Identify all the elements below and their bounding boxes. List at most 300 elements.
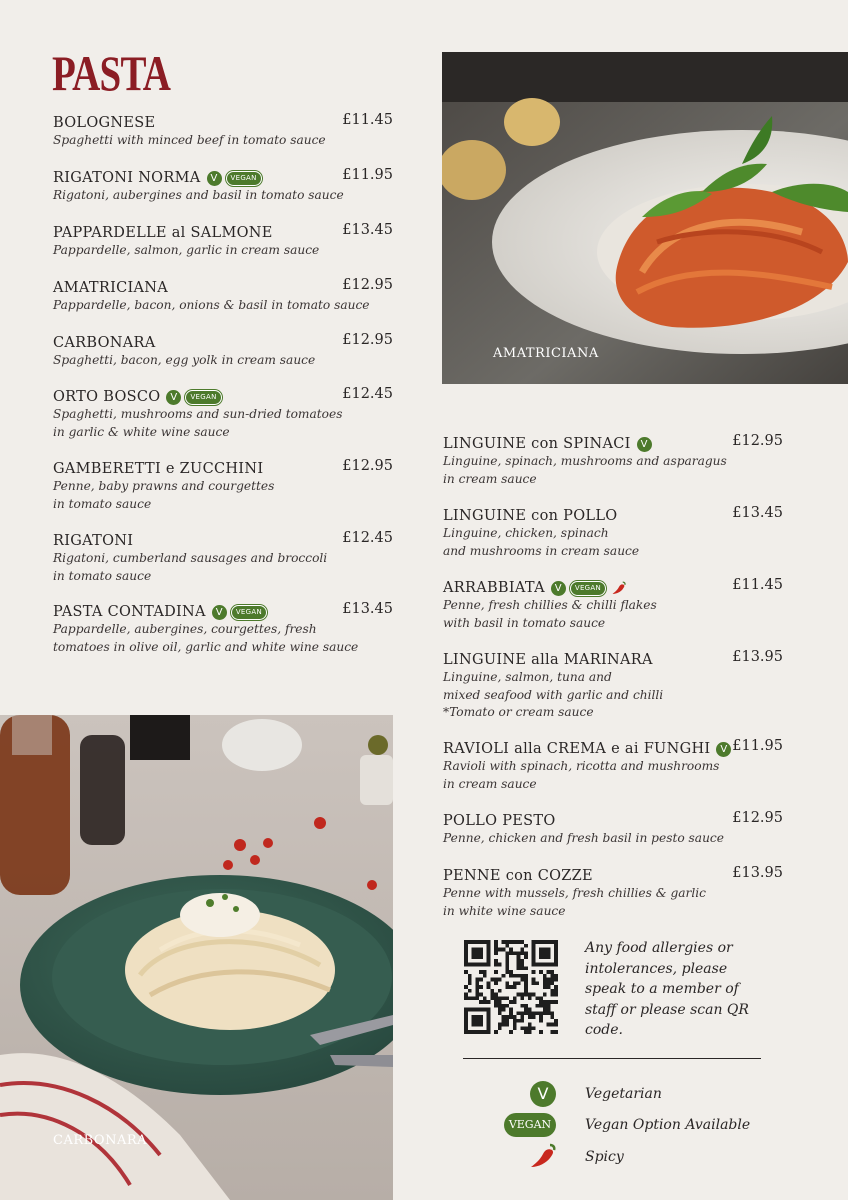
qr-module <box>468 974 472 978</box>
qr-module <box>528 1026 532 1030</box>
qr-module <box>520 1004 524 1008</box>
qr-module <box>550 1015 554 1019</box>
qr-module <box>520 978 524 982</box>
qr-module <box>483 1000 487 1004</box>
qr-module <box>543 985 547 989</box>
qr-module <box>509 1030 513 1034</box>
qr-module <box>543 993 547 997</box>
qr-module <box>472 996 476 1000</box>
qr-module <box>520 996 524 1000</box>
qr-module <box>468 989 472 993</box>
menu-item-description: Linguine, salmon, tuna and <box>443 670 612 684</box>
menu-item-description: Spaghetti, mushrooms and sun-dried tomatoes <box>53 407 343 421</box>
qr-module <box>524 951 528 955</box>
qr-module <box>517 940 521 944</box>
qr-module <box>547 1004 551 1008</box>
menu-item-description: in cream sauce <box>443 471 537 486</box>
qr-module <box>513 1015 517 1019</box>
vegetarian-icon: V <box>551 581 566 596</box>
legend-spicy-label: Spicy <box>585 1149 624 1165</box>
qr-module <box>498 948 502 952</box>
qr-module <box>509 974 513 978</box>
menu-item-name-text: LINGUINE con POLLO <box>443 508 618 524</box>
menu-item-price: £11.45 <box>732 577 783 593</box>
menu-item-price: £11.45 <box>342 112 393 128</box>
qr-module <box>554 1023 558 1027</box>
qr-module <box>524 978 528 982</box>
menu-item-description: Penne, fresh chillies & chilli flakes <box>443 598 657 612</box>
menu-item-name <box>443 508 617 524</box>
menu-item-description: tomatoes in olive oil, garlic and white wine sauce <box>53 639 359 654</box>
qr-module <box>464 985 468 989</box>
menu-item-header <box>53 386 393 406</box>
qr-module <box>513 1000 517 1004</box>
menu-item <box>443 433 783 488</box>
qr-module <box>509 985 513 989</box>
menu-item-price: £12.95 <box>342 458 393 474</box>
qr-module <box>505 1004 509 1008</box>
qr-module <box>524 985 528 989</box>
qr-module <box>550 993 554 997</box>
menu-item-name <box>53 533 133 549</box>
menu-item-name-text: PASTA CONTADINA <box>53 604 206 620</box>
qr-module <box>513 985 517 989</box>
qr-module <box>543 981 547 985</box>
menu-item-name-text: BOLOGNESE <box>53 115 156 131</box>
menu-item-name-text: PENNE con COZZE <box>443 868 593 884</box>
menu-item-price: £12.95 <box>732 810 783 826</box>
menu-item-header <box>53 458 393 478</box>
qr-module <box>502 940 506 944</box>
menu-item-description: mixed seafood with garlic and chilli <box>443 687 664 702</box>
qr-module <box>464 970 468 974</box>
qr-module <box>535 1011 539 1015</box>
menu-item-name-text: ORTO BOSCO <box>53 389 161 405</box>
qr-module <box>554 1030 558 1034</box>
qr-module <box>505 966 509 970</box>
qr-module <box>509 948 513 952</box>
allergy-notice: Any food allergies or intolerances, please speak to a member of staff or please scan QR code. <box>585 940 749 1038</box>
qr-module <box>524 1008 528 1012</box>
qr-module <box>505 940 509 944</box>
menu-item-header <box>53 277 393 297</box>
vegan-badge: VEGAN <box>226 171 262 186</box>
qr-module <box>535 981 539 985</box>
qr-module <box>513 1026 517 1030</box>
qr-module <box>539 1019 543 1023</box>
menu-item-header <box>443 865 783 885</box>
qr-module <box>498 1008 502 1012</box>
qr-module <box>494 948 498 952</box>
qr-module <box>498 996 502 1000</box>
qr-module <box>509 1000 513 1004</box>
qr-module <box>543 1008 547 1012</box>
qr-module <box>532 978 536 982</box>
menu-item-name <box>443 436 652 452</box>
menu-item-name <box>53 389 222 405</box>
qr-module <box>554 989 558 993</box>
qr-module <box>547 985 551 989</box>
menu-item-description: in tomato sauce <box>53 568 152 583</box>
menu-item-name <box>53 115 155 131</box>
qr-module <box>517 966 521 970</box>
qr-module <box>479 970 483 974</box>
qr-module <box>502 948 506 952</box>
qr-module <box>543 974 547 978</box>
carbonara-illustration <box>0 715 393 1200</box>
qr-module <box>475 996 479 1000</box>
qr-module <box>494 940 498 944</box>
qr-module <box>468 996 472 1000</box>
menu-item-description: Rigatoni, cumberland sausages and broccoli <box>53 551 328 565</box>
menu-item-name-text: RAVIOLI alla CREMA e ai FUNGHI <box>443 741 711 757</box>
qr-module <box>524 974 528 978</box>
qr-module <box>498 1026 502 1030</box>
qr-module <box>509 1008 513 1012</box>
menu-item-name-text: CARBONARA <box>53 335 156 351</box>
qr-module <box>505 951 509 955</box>
qr-module <box>513 974 517 978</box>
qr-module <box>517 955 521 959</box>
menu-item-header <box>443 433 783 453</box>
qr-module <box>517 959 521 963</box>
qr-module <box>543 978 547 982</box>
qr-module <box>550 974 554 978</box>
qr-module <box>550 989 554 993</box>
vegetarian-icon: V <box>716 742 731 757</box>
qr-module <box>490 993 494 997</box>
qr-module <box>524 1011 528 1015</box>
qr-module <box>498 1023 502 1027</box>
menu-item-description: Pappardelle, salmon, garlic in cream sauce <box>53 243 320 257</box>
menu-item-price: £12.95 <box>342 332 393 348</box>
menu-item-name <box>443 741 731 757</box>
qr-module <box>509 940 513 944</box>
qr-module <box>505 955 509 959</box>
qr-module <box>550 978 554 982</box>
menu-item-name-text: LINGUINE alla MARINARA <box>443 652 653 668</box>
qr-module <box>543 1011 547 1015</box>
menu-item-name <box>443 652 653 668</box>
qr-module <box>479 985 483 989</box>
menu-item-name <box>443 580 628 596</box>
qr-module <box>532 1015 536 1019</box>
qr-module <box>550 1030 554 1034</box>
qr-module <box>475 978 479 982</box>
menu-item-name <box>53 170 262 186</box>
qr-module <box>502 1008 506 1012</box>
menu-item-description: Penne with mussels, fresh chillies & garlic <box>443 886 707 900</box>
qr-module <box>528 996 532 1000</box>
qr-module <box>464 996 468 1000</box>
qr-module <box>539 1004 543 1008</box>
menu-item-description: in tomato sauce <box>53 496 152 511</box>
menu-item <box>53 601 393 656</box>
menu-item-header <box>53 332 393 352</box>
qr-module <box>475 989 479 993</box>
menu-item-header <box>443 649 783 669</box>
qr-module <box>509 951 513 955</box>
qr-module <box>524 1030 528 1034</box>
qr-module <box>520 940 524 944</box>
vegan-badge: VEGAN <box>570 581 606 596</box>
qr-module <box>509 970 513 974</box>
qr-module <box>494 1004 498 1008</box>
qr-module <box>479 1000 483 1004</box>
qr-module <box>505 1023 509 1027</box>
qr-module <box>547 1008 551 1012</box>
menu-item-header <box>53 222 393 242</box>
menu-item-price: £12.95 <box>342 277 393 293</box>
qr-module <box>547 1000 551 1004</box>
qr-module <box>517 1019 521 1023</box>
qr-module <box>535 996 539 1000</box>
qr-module <box>550 1023 554 1027</box>
qr-module <box>494 993 498 997</box>
qr-module <box>498 989 502 993</box>
qr-module <box>502 1004 506 1008</box>
vegetarian-icon: V <box>166 390 181 405</box>
menu-item-header <box>443 810 783 830</box>
legend-vegetarian-label: Vegetarian <box>585 1086 662 1102</box>
menu-item-price: £12.95 <box>732 433 783 449</box>
amatriciana-illustration <box>442 52 848 384</box>
legend-vegetarian-icon: V <box>530 1081 556 1107</box>
vegan-badge: VEGAN <box>185 390 221 405</box>
qr-module <box>513 996 517 1000</box>
amatriciana-photo <box>442 52 848 384</box>
qr-module <box>524 944 528 948</box>
qr-module <box>528 1008 532 1012</box>
qr-module <box>539 970 543 974</box>
menu-item <box>443 865 783 920</box>
qr-module <box>528 1030 532 1034</box>
qr-module <box>547 981 551 985</box>
qr-module <box>513 940 517 944</box>
menu-item-name <box>53 225 273 241</box>
qr-module <box>505 944 509 948</box>
qr-module <box>468 981 472 985</box>
menu-item <box>53 222 393 260</box>
menu-item-name-text: GAMBERETTI e ZUCCHINI <box>53 461 264 477</box>
menu-item-description: Linguine, spinach, mushrooms and asparagus <box>443 454 727 468</box>
menu-item-price: £13.95 <box>732 865 783 881</box>
menu-item <box>443 810 783 848</box>
qr-module <box>554 974 558 978</box>
menu-item-price: £13.45 <box>342 222 393 238</box>
qr-module <box>494 959 498 963</box>
qr-module <box>524 981 528 985</box>
legend-divider <box>463 1058 761 1059</box>
qr-module <box>524 1026 528 1030</box>
qr-module <box>502 1023 506 1027</box>
menu-item <box>53 332 393 370</box>
menu-item <box>53 167 393 205</box>
qr-module <box>498 978 502 982</box>
qr-module <box>520 1015 524 1019</box>
menu-item-description: Linguine, chicken, spinach <box>443 526 609 540</box>
menu-item-header <box>53 112 393 132</box>
qr-module <box>543 1000 547 1004</box>
menu-item-price: £13.45 <box>342 601 393 617</box>
menu-item-header <box>53 530 393 550</box>
qr-module <box>528 993 532 997</box>
legend-vegan-label: Vegan Option Available <box>585 1117 751 1133</box>
qr-module <box>505 1019 509 1023</box>
qr-module <box>513 1019 517 1023</box>
qr-module <box>509 1015 513 1019</box>
qr-module <box>479 993 483 997</box>
qr-module <box>554 1000 558 1004</box>
menu-item-description: in cream sauce <box>443 776 537 791</box>
qr-module <box>498 1000 502 1004</box>
menu-item-name-text: PAPPARDELLE al SALMONE <box>53 225 273 241</box>
menu-item-name-text: POLLO PESTO <box>443 813 556 829</box>
qr-module <box>520 951 524 955</box>
qr-module <box>550 970 554 974</box>
menu-item <box>53 112 393 150</box>
qr-module <box>494 981 498 985</box>
qr-module <box>513 1023 517 1027</box>
menu-title: PASTA <box>52 45 171 101</box>
qr-module <box>505 970 509 974</box>
qr-module <box>532 1026 536 1030</box>
qr-module <box>520 993 524 997</box>
menu-item-header <box>443 738 783 758</box>
menu-item <box>443 577 783 632</box>
menu-item-header <box>443 505 783 525</box>
qr-module <box>490 978 494 982</box>
qr-module <box>524 966 528 970</box>
qr-module <box>520 948 524 952</box>
menu-item-description: Spaghetti, bacon, egg yolk in cream sauce <box>53 353 316 367</box>
qr-module <box>505 985 509 989</box>
menu-item-price: £13.95 <box>732 649 783 665</box>
menu-item-header <box>53 167 393 187</box>
qr-module <box>554 978 558 982</box>
menu-item-name-text: AMATRICIANA <box>53 280 169 296</box>
qr-module <box>475 993 479 997</box>
menu-item <box>443 505 783 560</box>
qr-module <box>487 981 491 985</box>
qr-module <box>513 951 517 955</box>
menu-item-price: £13.45 <box>732 505 783 521</box>
qr-module <box>483 970 487 974</box>
menu-item-name <box>53 604 267 620</box>
qr-module <box>520 1026 524 1030</box>
menu-item-name <box>443 813 556 829</box>
qr-finder-square <box>472 948 483 959</box>
qr-module <box>543 1004 547 1008</box>
menu-item <box>53 458 393 513</box>
qr-module <box>524 955 528 959</box>
menu-item-description: with basil in tomato sauce <box>443 615 606 630</box>
qr-module <box>547 970 551 974</box>
qr-module <box>517 951 521 955</box>
qr-module <box>517 1011 521 1015</box>
menu-item <box>53 530 393 585</box>
qr-module <box>505 996 509 1000</box>
menu-item-name <box>53 335 156 351</box>
qr-module <box>528 1023 532 1027</box>
menu-item-description: Pappardelle, bacon, onions & basil in tomato sauce <box>53 298 370 312</box>
qr-module <box>479 978 483 982</box>
qr-module <box>539 1000 543 1004</box>
qr-module <box>502 1015 506 1019</box>
menu-item <box>443 649 783 722</box>
qr-module <box>520 1011 524 1015</box>
menu-item-header <box>443 577 783 597</box>
qr-module <box>498 1011 502 1015</box>
qr-module <box>464 993 468 997</box>
menu-item-price: £12.45 <box>342 386 393 402</box>
qr-module <box>520 974 524 978</box>
qr-module <box>524 1004 528 1008</box>
menu-item-name-text: RIGATONI <box>53 533 134 549</box>
qr-module <box>547 978 551 982</box>
qr-module <box>494 996 498 1000</box>
qr-module <box>520 963 524 967</box>
menu-item-name-text: LINGUINE con SPINACI <box>443 436 631 452</box>
qr-module <box>483 974 487 978</box>
menu-item-name <box>53 461 263 477</box>
qr-module <box>494 944 498 948</box>
qr-module <box>487 985 491 989</box>
qr-finder-square <box>539 948 550 959</box>
menu-item-name <box>443 868 593 884</box>
qr-module <box>554 993 558 997</box>
qr-module <box>524 989 528 993</box>
qr-module <box>494 963 498 967</box>
qr-module <box>550 1011 554 1015</box>
legend-chili-icon <box>528 1141 558 1171</box>
qr-module <box>505 1015 509 1019</box>
qr-module <box>532 993 536 997</box>
qr-module <box>483 996 487 1000</box>
menu-item-name-text: RIGATONI NORMA <box>53 170 201 186</box>
qr-code-graphic <box>464 940 558 1034</box>
qr-module <box>498 1004 502 1008</box>
qr-module <box>554 1019 558 1023</box>
qr-module <box>547 1023 551 1027</box>
menu-item-price: £11.95 <box>732 738 783 754</box>
qr-module <box>539 1015 543 1019</box>
qr-module <box>475 981 479 985</box>
menu-item-description: Pappardelle, aubergines, courgettes, fresh <box>53 622 317 636</box>
menu-item-description: Ravioli with spinach, ricotta and mushrooms <box>443 759 720 773</box>
menu-item-name <box>53 280 168 296</box>
menu-item <box>53 277 393 315</box>
menu-item-description: and mushrooms in cream sauce <box>443 543 640 558</box>
qr-module <box>502 996 506 1000</box>
qr-module <box>539 1011 543 1015</box>
qr-module <box>505 981 509 985</box>
qr-module <box>524 993 528 997</box>
qr-module <box>554 985 558 989</box>
qr-code[interactable] <box>464 940 558 1034</box>
vegetarian-icon: V <box>637 437 652 452</box>
menu-item-price: £11.95 <box>342 167 393 183</box>
qr-module <box>532 970 536 974</box>
menu-item-name-text: ARRABBIATA <box>443 580 545 596</box>
qr-module <box>487 1000 491 1004</box>
carbonara-photo <box>0 715 393 1200</box>
qr-module <box>517 993 521 997</box>
carbonara-caption: CARBONARA <box>53 1133 148 1148</box>
vegetarian-icon: V <box>212 605 227 620</box>
qr-module <box>535 1004 539 1008</box>
vegan-badge: VEGAN <box>231 605 267 620</box>
